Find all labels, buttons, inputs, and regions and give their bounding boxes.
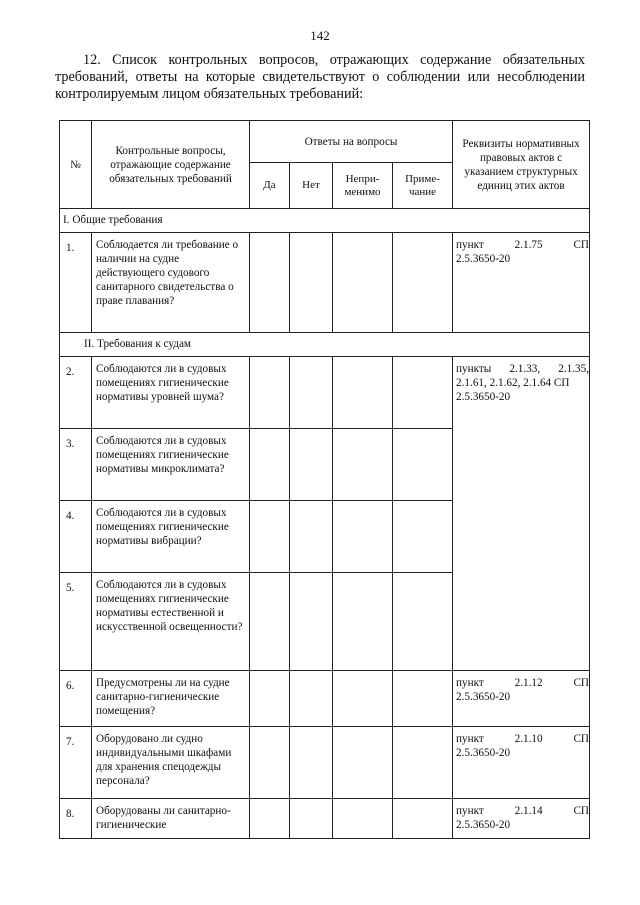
ref-document: 2.5.3650-20 bbox=[456, 691, 511, 703]
ref-clause: 2.1.10 bbox=[514, 733, 543, 745]
section-title-ships: II. Требования к судам bbox=[60, 333, 590, 357]
ref-clauses-continued: 2.1.61, 2.1.62, 2.1.64 СП bbox=[456, 377, 570, 389]
ref-word: пункты bbox=[456, 363, 492, 375]
answer-yes-cell[interactable] bbox=[250, 357, 290, 429]
row-requisites-merged bbox=[453, 357, 590, 671]
row-requisites bbox=[453, 727, 590, 799]
header-note-line2: чание bbox=[408, 185, 437, 198]
answer-na-cell[interactable] bbox=[333, 727, 393, 799]
row-question: Соблюдаются ли в судовых помещениях гигиенические нормативы естественной и искусственной освещенности? bbox=[92, 573, 250, 671]
answer-note-cell[interactable] bbox=[393, 501, 453, 573]
ref-line bbox=[456, 362, 589, 376]
answer-na-cell[interactable] bbox=[333, 429, 393, 501]
answer-no-cell[interactable] bbox=[290, 357, 333, 429]
answer-no-cell[interactable] bbox=[290, 501, 333, 573]
ref-code: СП bbox=[573, 733, 590, 745]
row-question: Соблюдается ли требование о наличии на судне действующего судового санитарного свидетельства о праве плавания? bbox=[92, 233, 250, 333]
row-number: 7. bbox=[60, 727, 92, 799]
header-requisites: Реквизиты нормативных правовых актов с указанием структурных единиц этих актов bbox=[453, 121, 590, 209]
row-number: 8. bbox=[60, 799, 92, 839]
ref-document: 2.5.3650-20 bbox=[456, 819, 511, 831]
answer-yes-cell[interactable] bbox=[250, 799, 290, 839]
answer-yes-cell[interactable] bbox=[250, 727, 290, 799]
answer-na-cell[interactable] bbox=[333, 357, 393, 429]
row-requisites bbox=[453, 233, 590, 333]
header-not-applicable bbox=[333, 163, 393, 209]
ref-line bbox=[456, 676, 589, 690]
ref-code: СП bbox=[573, 239, 590, 251]
row-requisites bbox=[453, 799, 590, 839]
answer-yes-cell[interactable] bbox=[250, 501, 290, 573]
answer-no-cell[interactable] bbox=[290, 727, 333, 799]
answer-yes-cell[interactable] bbox=[250, 429, 290, 501]
header-note bbox=[393, 163, 453, 209]
row-question: Предусмотрены ли на судне санитарно-гигиенические помещения? bbox=[92, 671, 250, 727]
answer-note-cell[interactable] bbox=[393, 429, 453, 501]
ref-code: СП bbox=[573, 677, 590, 689]
answer-na-cell[interactable] bbox=[333, 671, 393, 727]
header-yes: Да bbox=[250, 163, 290, 209]
header-answers: Ответы на вопросы bbox=[250, 121, 453, 163]
ref-word: пункт bbox=[456, 733, 484, 745]
answer-na-cell[interactable] bbox=[333, 501, 393, 573]
header-na-line2: менимо bbox=[344, 185, 381, 198]
answer-note-cell[interactable] bbox=[393, 233, 453, 333]
row-number: 2. bbox=[60, 357, 92, 429]
table-row bbox=[60, 799, 590, 839]
row-requisites bbox=[453, 671, 590, 727]
answer-no-cell[interactable] bbox=[290, 233, 333, 333]
answer-note-cell[interactable] bbox=[393, 671, 453, 727]
row-number: 6. bbox=[60, 671, 92, 727]
table-row bbox=[60, 357, 590, 429]
answer-na-cell[interactable] bbox=[333, 799, 393, 839]
ref-document: 2.5.3650-20 bbox=[456, 747, 511, 759]
ref-line bbox=[456, 804, 589, 818]
ref-document: 2.5.3650-20 bbox=[456, 253, 511, 265]
row-number: 3. bbox=[60, 429, 92, 501]
table-row bbox=[60, 233, 590, 333]
ref-document: 2.5.3650-20 bbox=[456, 391, 511, 403]
row-number: 5. bbox=[60, 573, 92, 671]
section-title-general: I. Общие требования bbox=[60, 209, 590, 233]
table-row bbox=[60, 671, 590, 727]
ref-word: пункт bbox=[456, 677, 484, 689]
answer-na-cell[interactable] bbox=[333, 233, 393, 333]
list-heading: 12. Список контрольных вопросов, отражающих содержание обязательных требований, ответы на которые свидетельствуют о соблюдении или несоблюдении контролируемым лицом обязательных требований: bbox=[55, 52, 585, 102]
answer-no-cell[interactable] bbox=[290, 671, 333, 727]
answer-no-cell[interactable] bbox=[290, 573, 333, 671]
row-question: Оборудовано ли судно индивидуальными шкафами для хранения спецодежды персонала? bbox=[92, 727, 250, 799]
ref-code: СП bbox=[573, 805, 590, 817]
answer-no-cell[interactable] bbox=[290, 429, 333, 501]
row-question: Оборудованы ли санитарно-гигиенические bbox=[92, 799, 250, 839]
header-questions: Контрольные вопросы, отражающие содержание обязательных требований bbox=[92, 121, 250, 209]
header-num: № bbox=[60, 121, 92, 209]
row-question: Соблюдаются ли в судовых помещениях гигиенические нормативы вибрации? bbox=[92, 501, 250, 573]
requirements-table bbox=[59, 120, 590, 839]
ref-line bbox=[456, 732, 589, 746]
row-number: 1. bbox=[60, 233, 92, 333]
answer-note-cell[interactable] bbox=[393, 799, 453, 839]
ref-clause: 2.1.35, bbox=[558, 363, 590, 375]
ref-line bbox=[456, 238, 589, 252]
row-number: 4. bbox=[60, 501, 92, 573]
answer-note-cell[interactable] bbox=[393, 727, 453, 799]
row-question: Соблюдаются ли в судовых помещениях гигиенические нормативы микроклимата? bbox=[92, 429, 250, 501]
answer-yes-cell[interactable] bbox=[250, 671, 290, 727]
header-no: Нет bbox=[290, 163, 333, 209]
table-row bbox=[60, 727, 590, 799]
ref-word: пункт bbox=[456, 239, 484, 251]
page-number: 142 bbox=[310, 28, 330, 43]
answer-no-cell[interactable] bbox=[290, 799, 333, 839]
answer-yes-cell[interactable] bbox=[250, 233, 290, 333]
header-na-line1: Непри- bbox=[345, 172, 380, 185]
ref-word: пункт bbox=[456, 805, 484, 817]
answer-note-cell[interactable] bbox=[393, 573, 453, 671]
answer-note-cell[interactable] bbox=[393, 357, 453, 429]
ref-clause: 2.1.14 bbox=[514, 805, 543, 817]
ref-clause: 2.1.33, bbox=[509, 363, 541, 375]
ref-clause: 2.1.12 bbox=[514, 677, 543, 689]
answer-yes-cell[interactable] bbox=[250, 573, 290, 671]
answer-na-cell[interactable] bbox=[333, 573, 393, 671]
ref-clause: 2.1.75 bbox=[514, 239, 543, 251]
header-note-line1: Приме- bbox=[405, 172, 440, 185]
row-question: Соблюдаются ли в судовых помещениях гигиенические нормативы уровней шума? bbox=[92, 357, 250, 429]
